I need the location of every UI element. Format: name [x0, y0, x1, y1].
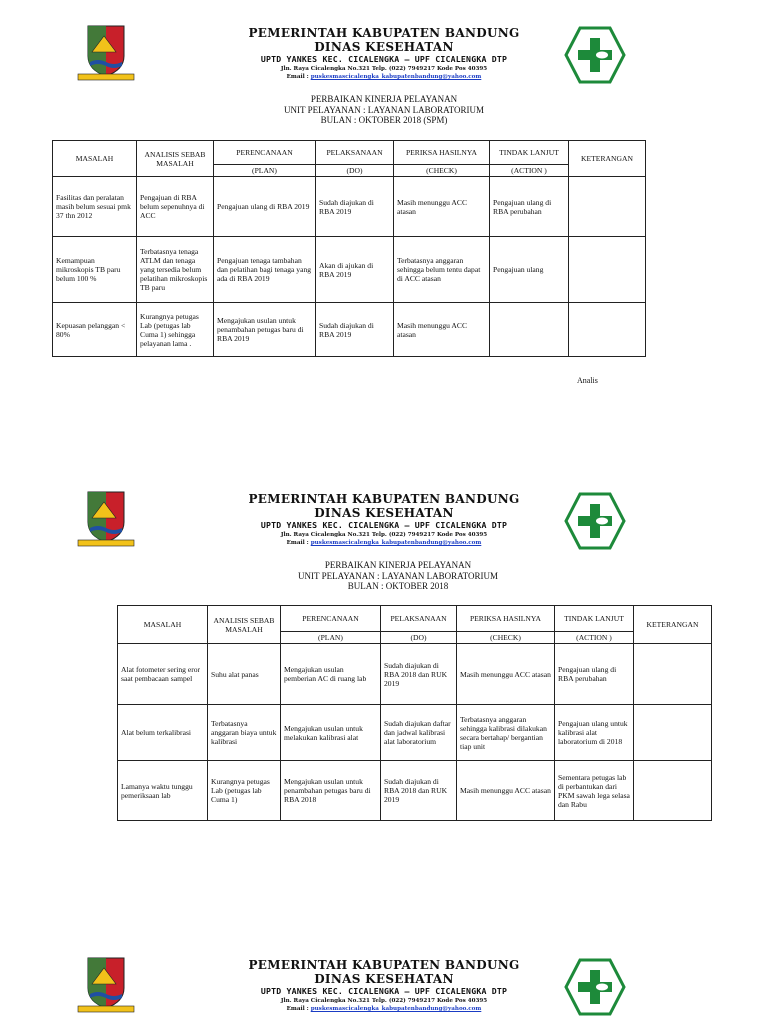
- letterhead-text: [234, 26, 534, 81]
- table-row: [118, 761, 712, 821]
- cell: Pengajuan ulang untuk kalibrasi alat laboratorium di 2018: [555, 705, 634, 761]
- cell: [569, 303, 646, 357]
- cell: Kemampuan mikroskopis TB paru belum 100 %: [53, 237, 137, 303]
- report-title: PERBAIKAN KINERJA PELAYANAN: [310, 94, 458, 104]
- unit-title: UPTD YANKES KEC. CICALENGKA – UPF CICALENGKA DTP: [260, 520, 508, 530]
- cell: Fasilitas dan peralatan masih belum sesuai pmk 37 thn 2012: [53, 177, 137, 237]
- cell: Pengajuan ulang di RBA perubahan: [555, 644, 634, 705]
- cell: Masih menunggu ACC atasan: [457, 761, 555, 821]
- col-keterangan: KETERANGAN: [634, 606, 712, 644]
- table-row: [118, 705, 712, 761]
- cell: Sudah diajukan di RBA 2018 dan RUK 2019: [381, 761, 457, 821]
- address: Jln. Raya Cicalengka No.321 Telp. (022) 7949217 Kode Pos 40395: [280, 66, 488, 72]
- col-analisis: ANALISIS SEBAB MASALAH: [137, 141, 214, 177]
- gov-title: PEMERINTAH KABUPATEN BANDUNG: [248, 26, 520, 40]
- cell: Masih menunggu ACC atasan: [394, 177, 490, 237]
- dept-title: DINAS KESEHATAN: [314, 972, 454, 986]
- cell: Kepuasan pelanggan < 80%: [53, 303, 137, 357]
- col-tindak: TINDAK LANJUT: [555, 606, 634, 632]
- col-pelaksanaan: PELAKSANAAN: [316, 141, 394, 165]
- puskesmas-logo-icon: [564, 958, 626, 1016]
- table-row: [53, 177, 646, 237]
- cell: Mengajukan usulan pemberian AC di ruang lab: [281, 644, 381, 705]
- col-tindak: TINDAK LANJUT: [490, 141, 569, 165]
- cell: Sudah diajukan di RBA 2018 dan RUK 2019: [381, 644, 457, 705]
- col-perencanaan: PERENCANAAN: [214, 141, 316, 165]
- col-do: (DO): [381, 632, 457, 644]
- cell: Akan di ajukan di RBA 2019: [316, 237, 394, 303]
- gov-title: PEMERINTAH KABUPATEN BANDUNG: [248, 958, 520, 972]
- cell: Alat belum terkalibrasi: [118, 705, 208, 761]
- report-month: BULAN : OKTOBER 2018: [347, 581, 449, 591]
- col-masalah: MASALAH: [53, 141, 137, 177]
- dept-title: DINAS KESEHATAN: [314, 40, 454, 54]
- col-check: (CHECK): [394, 165, 490, 177]
- col-periksa: PERIKSA HASILNYA: [457, 606, 555, 632]
- table-row: [53, 237, 646, 303]
- cell: Mengajukan usulan untuk melakukan kalibrasi alat: [281, 705, 381, 761]
- col-action: (ACTION ): [555, 632, 634, 644]
- cell: Pengajuan ulang: [490, 237, 569, 303]
- letterhead-text: [234, 958, 534, 1013]
- unit-title: UPTD YANKES KEC. CICALENGKA – UPF CICALENGKA DTP: [260, 986, 508, 996]
- cell: Mengajukan usulan untuk penambahan petugas baru di RBA 2018: [281, 761, 381, 821]
- col-do: (DO): [316, 165, 394, 177]
- col-keterangan: KETERANGAN: [569, 141, 646, 177]
- report-unit: UNIT PELAYANAN : LAYANAN LABORATORIUM: [283, 104, 485, 115]
- email-link[interactable]: puskesmascicalengka_kabupatenbandung@yahoo.com: [310, 74, 482, 80]
- cell: Sudah diajukan di RBA 2019: [316, 303, 394, 357]
- puskesmas-logo-icon: [564, 26, 626, 84]
- col-pelaksanaan: PELAKSANAAN: [381, 606, 457, 632]
- cell: Sementara petugas lab di perbantukan dari PKM sawah lega selasa dan Rabu: [555, 761, 634, 821]
- letterhead-text: [234, 492, 534, 547]
- report-heading-1: [234, 94, 534, 126]
- cell: [634, 761, 712, 821]
- email-line: Email : puskesmascicalengka_kabupatenbandung@yahoo.com: [286, 74, 482, 80]
- cell: Pengajuan di RBA belum sepenuhnya di ACC: [137, 177, 214, 237]
- cell: Terbatasnya anggaran biaya untuk kalibrasi: [208, 705, 281, 761]
- unit-title: UPTD YANKES KEC. CICALENGKA – UPF CICALENGKA DTP: [260, 54, 508, 64]
- col-perencanaan: PERENCANAAN: [281, 606, 381, 632]
- performance-table-2: [117, 605, 712, 821]
- report-month: BULAN : OKTOBER 2018 (SPM): [320, 115, 448, 125]
- kabupaten-bandung-crest-icon: [76, 954, 136, 1014]
- col-periksa: PERIKSA HASILNYA: [394, 141, 490, 165]
- col-plan: (PLAN): [281, 632, 381, 644]
- cell: Lamanya waktu tunggu pemeriksaan lab: [118, 761, 208, 821]
- table-row: [53, 303, 646, 357]
- cell: [490, 303, 569, 357]
- cell: Pengajuan tenaga tambahan dan pelatihan bagi tenaga yang ada di RBA 2019: [214, 237, 316, 303]
- cell: Sudah diajukan di RBA 2019: [316, 177, 394, 237]
- cell: [634, 705, 712, 761]
- cell: Sudah diajukan daftar dan jadwal kalibrasi alat laboratorium: [381, 705, 457, 761]
- signature-label: Analis: [577, 376, 598, 385]
- email-link[interactable]: puskesmascicalengka_kabupatenbandung@yahoo.com: [310, 1006, 482, 1012]
- col-analisis: ANALISIS SEBAB MASALAH: [208, 606, 281, 644]
- email-line: Email : puskesmascicalengka_kabupatenbandung@yahoo.com: [286, 1006, 482, 1012]
- email-line: Email : puskesmascicalengka_kabupatenbandung@yahoo.com: [286, 540, 482, 546]
- cell: Terbatasnya anggaran sehingga kalibrasi dilakukan secara bertahap/ bergantian tiap unit: [457, 705, 555, 761]
- cell: Masih menunggu ACC atasan: [394, 303, 490, 357]
- cell: Masih menunggu ACC atasan: [457, 644, 555, 705]
- dept-title: DINAS KESEHATAN: [314, 506, 454, 520]
- cell: [634, 644, 712, 705]
- cell: Terbatasnya tenaga ATLM dan tenaga yang tersedia belum pelatihan mikroskopis TB paru: [137, 237, 214, 303]
- report-title: PERBAIKAN KINERJA PELAYANAN: [324, 560, 472, 570]
- performance-table-1: [52, 140, 646, 357]
- cell: Pengajuan ulang di RBA 2019: [214, 177, 316, 237]
- cell: Mengajukan usulan untuk penambahan petugas baru di RBA 2019: [214, 303, 316, 357]
- address: Jln. Raya Cicalengka No.321 Telp. (022) 7949217 Kode Pos 40395: [280, 532, 488, 538]
- cell: Kurangnya petugas Lab (petugas lab Cuma 1): [208, 761, 281, 821]
- cell: Alat fotometer sering eror saat pembacaan sampel: [118, 644, 208, 705]
- cell: Kurangnya petugas Lab (petugas lab Cuma 1) sehingga pelayanan lama .: [137, 303, 214, 357]
- cell: [569, 177, 646, 237]
- col-action: (ACTION ): [490, 165, 569, 177]
- email-link[interactable]: puskesmascicalengka_kabupatenbandung@yahoo.com: [310, 540, 482, 546]
- report-unit: UNIT PELAYANAN : LAYANAN LABORATORIUM: [297, 570, 499, 581]
- address: Jln. Raya Cicalengka No.321 Telp. (022) 7949217 Kode Pos 40395: [280, 998, 488, 1004]
- cell: Suhu alat panas: [208, 644, 281, 705]
- gov-title: PEMERINTAH KABUPATEN BANDUNG: [248, 492, 520, 506]
- table-row: [118, 644, 712, 705]
- cell: [569, 237, 646, 303]
- report-heading-2: [248, 560, 548, 592]
- puskesmas-logo-icon: [564, 492, 626, 550]
- col-plan: (PLAN): [214, 165, 316, 177]
- col-masalah: MASALAH: [118, 606, 208, 644]
- cell: Pengajuan ulang di RBA perubahan: [490, 177, 569, 237]
- kabupaten-bandung-crest-icon: [76, 22, 136, 82]
- col-check: (CHECK): [457, 632, 555, 644]
- kabupaten-bandung-crest-icon: [76, 488, 136, 548]
- cell: Terbatasnya anggaran sehingga belum tentu dapat di ACC atasan: [394, 237, 490, 303]
